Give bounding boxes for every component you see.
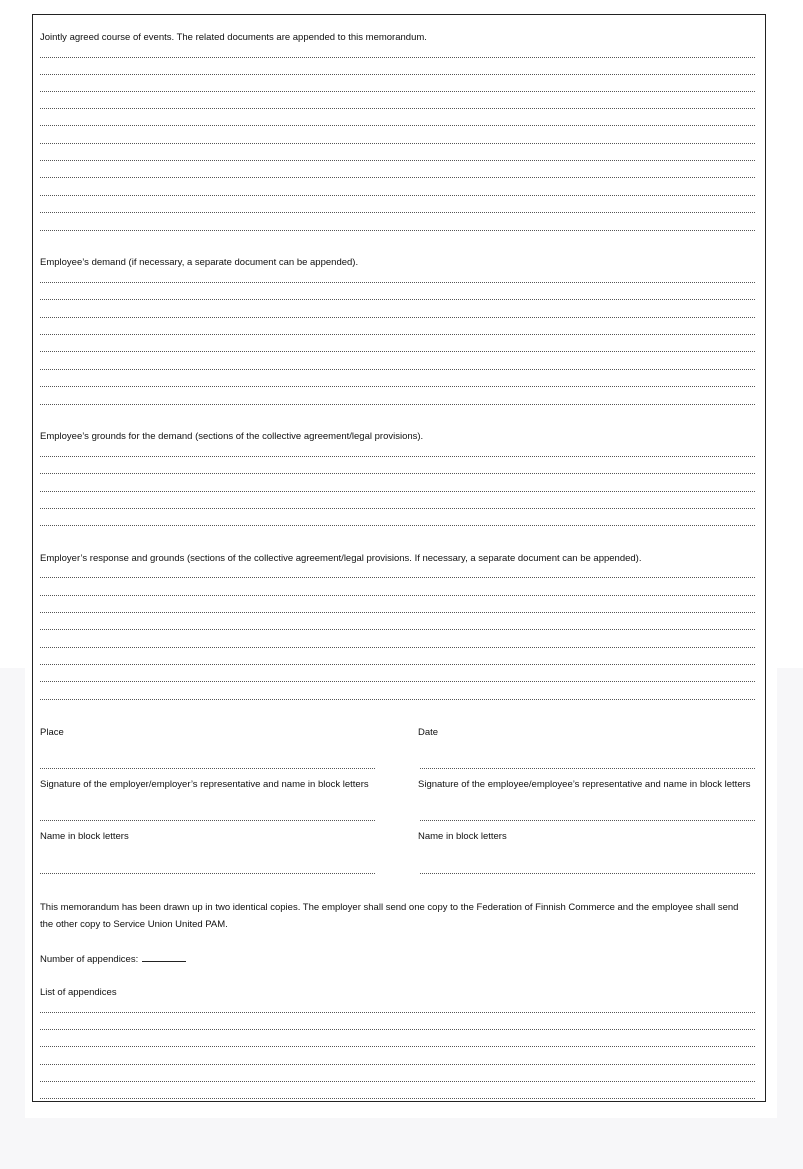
employee-grounds-line[interactable] <box>40 456 755 457</box>
employer-response-line[interactable] <box>40 595 755 596</box>
employee-demand-line[interactable] <box>40 317 755 318</box>
employer-response-line[interactable] <box>40 699 755 700</box>
employee-demand-line[interactable] <box>40 404 755 405</box>
course-of-events-line[interactable] <box>40 74 755 75</box>
appendices-count-label: Number of appendices: <box>40 954 139 965</box>
appendices-list-line[interactable] <box>40 1081 755 1082</box>
employer-response-line[interactable] <box>40 647 755 648</box>
employer-signature-label: Signature of the employer/employer’s representative and name in block letters <box>40 779 369 790</box>
employee-signature-field[interactable] <box>420 820 755 821</box>
employee-demand-line[interactable] <box>40 334 755 335</box>
employee-grounds-line[interactable] <box>40 508 755 509</box>
appendices-list-label: List of appendices <box>40 987 117 998</box>
course-of-events-line[interactable] <box>40 212 755 213</box>
appendices-list-line[interactable] <box>40 1046 755 1047</box>
place-label: Place <box>40 727 64 738</box>
employee-name-field[interactable] <box>420 873 755 874</box>
employee-grounds-line[interactable] <box>40 491 755 492</box>
employer-signature-field[interactable] <box>40 820 375 821</box>
course-of-events-line[interactable] <box>40 143 755 144</box>
appendices-list-line[interactable] <box>40 1029 755 1030</box>
employer-name-field[interactable] <box>40 873 375 874</box>
course-of-events-label: Jointly agreed course of events. The related documents are appended to this memorandum. <box>40 32 427 43</box>
employer-response-line[interactable] <box>40 664 755 665</box>
appendices-count-row <box>40 952 186 966</box>
employee-grounds-label: Employee’s grounds for the demand (sections of the collective agreement/legal provisions). <box>40 431 424 442</box>
employer-response-line[interactable] <box>40 577 755 578</box>
course-of-events-line[interactable] <box>40 160 755 161</box>
employee-demand-line[interactable] <box>40 351 755 352</box>
course-of-events-line[interactable] <box>40 230 755 231</box>
employee-demand-line[interactable] <box>40 369 755 370</box>
employee-grounds-line[interactable] <box>40 473 755 474</box>
copies-note: This memorandum has been drawn up in two identical copies. The employer shall send one copy to the Federation of Finnish Commerce and the employee shall send the other copy to Service Union United PAM. <box>40 902 739 930</box>
employer-name-label: Name in block letters <box>40 831 129 842</box>
date-field[interactable] <box>420 768 755 769</box>
employee-demand-label: Employee’s demand (if necessary, a separate document can be appended). <box>40 257 359 268</box>
employer-response-line[interactable] <box>40 629 755 630</box>
course-of-events-line[interactable] <box>40 177 755 178</box>
appendices-list-line[interactable] <box>40 1012 755 1013</box>
appendices-count-field[interactable] <box>142 952 186 962</box>
appendices-list-line[interactable] <box>40 1098 755 1099</box>
employer-response-label: Employer’s response and grounds (sections of the collective agreement/legal provisions. If necessary, a separate document can be appended). <box>40 553 642 564</box>
employer-response-line[interactable] <box>40 612 755 613</box>
employee-demand-line[interactable] <box>40 282 755 283</box>
employee-grounds-line[interactable] <box>40 525 755 526</box>
employer-response-line[interactable] <box>40 681 755 682</box>
course-of-events-line[interactable] <box>40 108 755 109</box>
employee-name-label: Name in block letters <box>418 831 507 842</box>
date-label: Date <box>418 727 439 738</box>
course-of-events-line[interactable] <box>40 91 755 92</box>
course-of-events-line[interactable] <box>40 195 755 196</box>
employee-demand-line[interactable] <box>40 299 755 300</box>
place-field[interactable] <box>40 768 375 769</box>
course-of-events-line[interactable] <box>40 125 755 126</box>
course-of-events-line[interactable] <box>40 57 755 58</box>
appendices-list-line[interactable] <box>40 1064 755 1065</box>
employee-demand-line[interactable] <box>40 386 755 387</box>
employee-signature-label: Signature of the employee/employee’s representative and name in block letters <box>418 779 751 790</box>
